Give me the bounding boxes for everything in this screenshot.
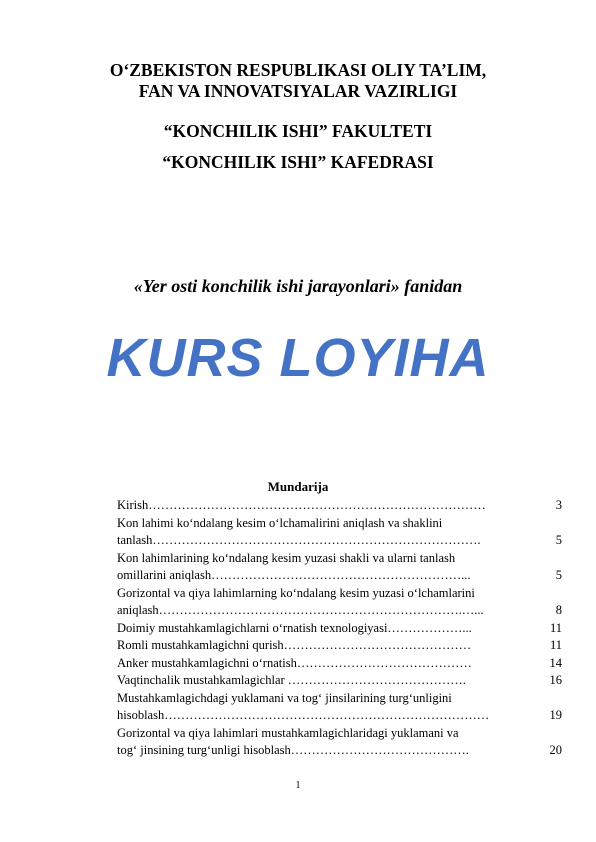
toc-entry-line: Mustahkamlagichdagi yuklamani va tog‘ jinsilarining turg‘unligini (117, 690, 452, 705)
toc-entry-title (117, 655, 520, 673)
toc-entry[interactable] (117, 690, 562, 725)
toc-entry-title (117, 550, 520, 585)
toc-entry-line: Kon lahimi ko‘ndalang kesim o‘lchamalirini aniqlash va shaklini (117, 515, 443, 530)
toc-entry-page: 14 (549, 655, 562, 670)
toc-entry-page: 3 (555, 498, 562, 512)
ministry-line-1: O‘ZBEKISTON RESPUBLIKASI OLIY TA’LIM, (109, 60, 487, 80)
toc-entry-title (117, 620, 520, 638)
toc-entry-page: 16 (549, 673, 562, 687)
toc-entry-title (117, 690, 520, 725)
toc-entry-page: 11 (549, 620, 562, 635)
toc-entry-line: aniqlash……………………………………………………………….…... (117, 603, 484, 617)
toc-entry-title (117, 585, 520, 620)
ministry-name (0, 60, 596, 102)
toc-entry-page: 8 (555, 603, 562, 617)
toc-entry[interactable] (117, 655, 562, 673)
toc-entry-title (117, 497, 520, 515)
toc-entry-line: Vaqtinchalik mustahkamlagichlar ……………………………………. (117, 673, 466, 687)
toc-entry-page: 5 (555, 568, 562, 582)
toc-entry-line: Gorizontal va qiya lahimlari mustahkamlagichlaridagi yuklamani va (117, 725, 459, 740)
toc-entry-line: tanlash……………………………………………………………………. (117, 533, 481, 547)
toc-entry[interactable] (117, 620, 562, 638)
toc-entry-line: Kirish……………………………………………………………………… (117, 498, 486, 512)
ministry-line-2: FAN VA INNOVATSIYALAR VAZIRLIGI (138, 81, 458, 101)
toc-entry[interactable] (117, 725, 562, 760)
toc-entry-page: 5 (555, 533, 562, 547)
toc-entry[interactable] (117, 637, 562, 655)
toc-entry[interactable] (117, 497, 562, 515)
toc-entry-line: tog‘ jinsining turg‘unligi hisoblash……………………………………. (117, 743, 469, 757)
toc-entry-title (117, 515, 520, 550)
toc-entry-line: Anker mustahkamlagichni o‘rnatish…………………………………… (117, 655, 472, 670)
toc-entry[interactable] (117, 550, 562, 585)
toc-entry-line: hisoblash…………………………………………………………………… (117, 708, 490, 722)
toc-entry-page: 19 (549, 708, 562, 722)
toc-entry-title (117, 637, 520, 655)
toc-entry-line: Doimiy mustahkamlagichlarni o‘rnatish texnologiyasi………………... (117, 620, 472, 635)
toc-entry[interactable] (117, 672, 562, 690)
toc-entry-title (117, 672, 520, 690)
toc-heading: Mundarija (267, 479, 329, 494)
toc-entry-line: Kon lahimlarining ko‘ndalang kesim yuzasi shakli va ularni tanlash (117, 550, 456, 565)
toc-entry[interactable] (117, 585, 562, 620)
toc-entry-page: 11 (549, 638, 562, 652)
department-name: “KONCHILIK ISHI” KAFEDRASI (162, 152, 434, 172)
document-title: KURS LOYIHA (106, 328, 490, 388)
toc-entry-line: Romli mustahkamlagichni qurish……………………………………… (117, 638, 472, 652)
table-of-contents (117, 497, 562, 760)
toc-entry[interactable] (117, 515, 562, 550)
page-number: 1 (295, 780, 301, 791)
toc-entry-page: 20 (549, 743, 562, 757)
toc-entry-line: Gorizontal va qiya lahimlarning ko‘ndalang kesim yuzasi o‘lchamlarini (117, 585, 475, 600)
subject-line: «Yer osti konchilik ishi jarayonlari» fanidan (133, 276, 463, 296)
toc-entry-title (117, 725, 520, 760)
faculty-name: “KONCHILIK ISHI” FAKULTETI (163, 121, 433, 141)
toc-entry-line: omillarini aniqlash……………………………………………………... (117, 568, 471, 582)
